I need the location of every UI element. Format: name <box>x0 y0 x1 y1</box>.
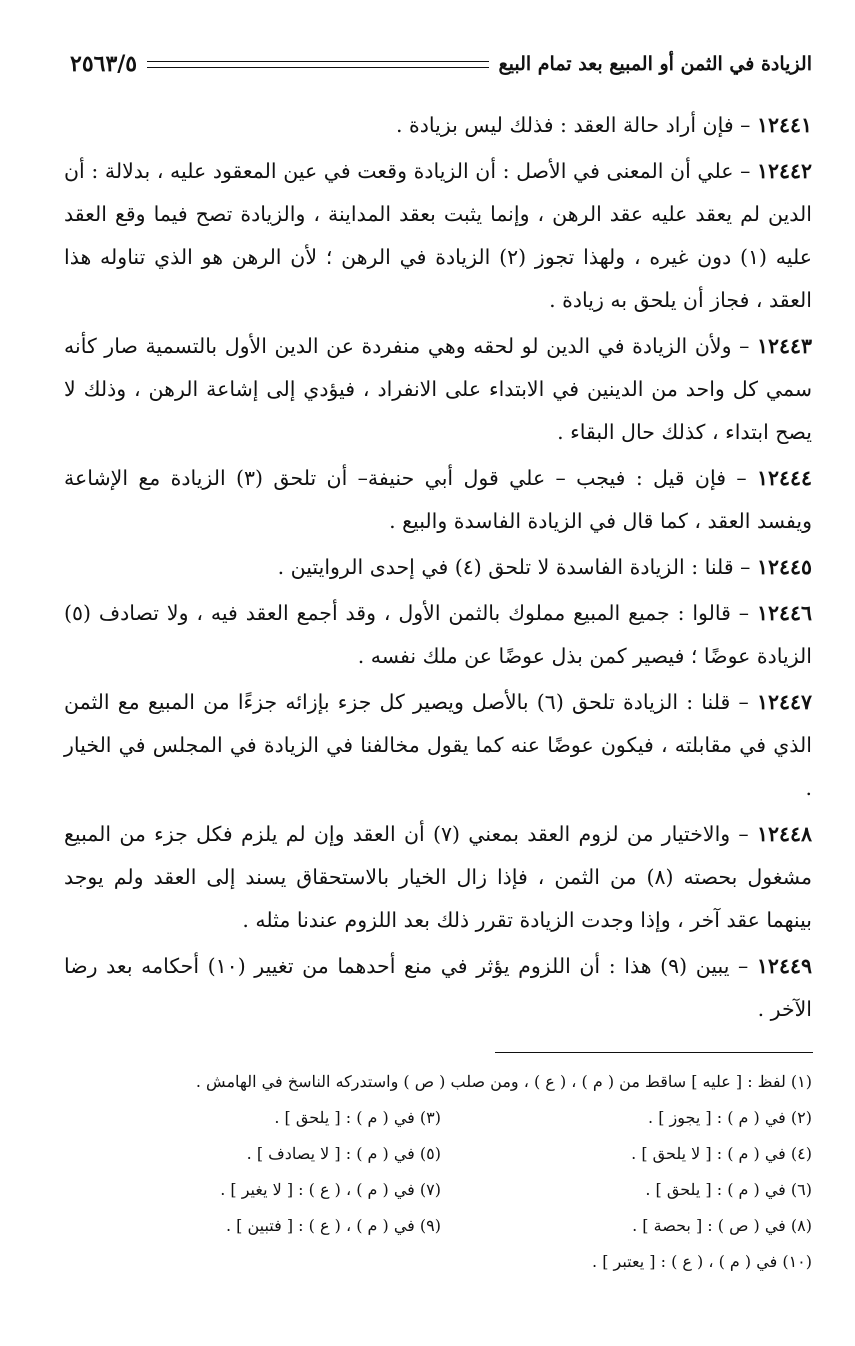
paragraph-text: – علي أن المعنى في الأصل : أن الزيادة وقعت في عين المعقود عليه ، بدلالة : أن الدين لم يعقد عليه عقد الرهن ، وإنما يثبت بعقد المداينة ، والزيادة تصح فيما وقع العقد عليه (١) دون غيره ، ولهذا تجوز (٢) الزيادة في الرهن ؛ لأن الرهن هو الذي تناوله هذا العقد ، فجاز أن يلحق به زيادة . <box>64 159 812 312</box>
footnote-3: (٣) في ( م ) : [ يلحق ] . <box>274 1108 441 1127</box>
footnote-4: (٤) في ( م ) : [ لا يلحق ] . <box>631 1144 812 1163</box>
footnote-7: (٧) في ( م ) ، ( ع ) : [ لا يغير ] . <box>220 1180 441 1199</box>
paragraph-text: – ولأن الزيادة في الدين لو لحقه وهي منفردة عن الدين الأول بالتسمية صار كأنه سمي كل واحد من الدينين في الابتداء على الانفراد ، فيؤدي إلى إشاعة الرهن ، وذلك لا يصح ابتداء ، كذلك حال البقاء . <box>64 334 812 444</box>
paragraph-number: ١٢٤٤٤ <box>756 466 813 490</box>
footnotes <box>70 1064 812 1280</box>
paragraph-text: – قلنا : الزيادة تلحق (٦) بالأصل ويصير كل جزء بإزائه جزءًا من المبيع مع الثمن الذي في مقابلته ، فيكون عوضًا عنه كما يقول مخالفنا في الزيادة في المجلس في الخيار . <box>64 690 812 800</box>
footnote-separator <box>495 1052 813 1053</box>
paragraph-text: – والاختيار من لزوم العقد بمعني (٧) أن العقد وإن لم يلزم فكل جزء من المبيع مشغول بحصته (٨) من الثمن ، فإذا زال الخيار بالاستحقاق يسند إلى العقد ولم يوجد بينهما عقد آخر ، وإذا وجدت الزيادة تقرر ذلك بعد اللزوم عندنا مثله . <box>64 822 812 932</box>
paragraph-number: ١٢٤٤٢ <box>756 159 812 183</box>
paragraph-number: ١٢٤٤٧ <box>756 690 812 714</box>
footnote-6: (٦) في ( م ) : [ يلحق ] . <box>645 1180 812 1199</box>
paragraph-number: ١٢٤٤٥ <box>756 555 812 579</box>
footnote-8: (٨) في ( ص ) : [ بحصة ] . <box>632 1216 812 1235</box>
paragraph-12443 <box>64 325 812 454</box>
running-title: الزيادة في الثمن أو المبيع بعد تمام البيع <box>498 53 812 75</box>
paragraph-text: – فإن قيل : فيجب – علي قول أبي حنيفة– أن تلحق (٣) الزيادة مع الإشاعة ويفسد العقد ، كما قال في الزيادة الفاسدة والبيع . <box>64 466 812 533</box>
paragraph-12447 <box>64 681 812 810</box>
paragraph-12445 <box>64 546 812 589</box>
paragraph-12449 <box>64 945 812 1031</box>
paragraph-text: – فإن أراد حالة العقد : فذلك ليس بزيادة . <box>395 113 757 137</box>
paragraph-number: ١٢٤٤٦ <box>756 601 812 625</box>
footnote-9: (٩) في ( م ) ، ( ع ) : [ فتبين ] . <box>225 1216 441 1235</box>
page-header <box>70 46 812 82</box>
paragraph-text: – يبين (٩) هذا : أن اللزوم يؤثر في منع أحدهما من تغيير (١٠) أحكامه بعد رضا الآخر . <box>64 954 812 1021</box>
paragraph-12441 <box>64 104 812 147</box>
footnote-row <box>70 1208 812 1244</box>
footnote-1: (١) لفظ : [ عليه ] ساقط من ( م ) ، ( ع ) ، ومن صلب ( ص ) واستدركه الناسخ في الهامش . <box>195 1072 812 1091</box>
paragraph-number: ١٢٤٤٩ <box>756 954 812 978</box>
footnote-row <box>70 1172 812 1208</box>
paragraph-text: – قلنا : الزيادة الفاسدة لا تلحق (٤) في إحدى الروايتين . <box>277 555 757 579</box>
header-rule <box>147 61 488 68</box>
footnote-5: (٥) في ( م ) : [ لا يصادف ] . <box>246 1144 441 1163</box>
paragraph-number: ١٢٤٤٨ <box>756 822 812 846</box>
footnote-2: (٢) في ( م ) : [ يجوز ] . <box>648 1108 812 1127</box>
paragraph-number: ١٢٤٤١ <box>756 113 812 137</box>
paragraph-12446 <box>64 592 812 678</box>
paragraph-text: – قالوا : جميع المبيع مملوك بالثمن الأول ، وقد أجمع العقد فيه ، ولا تصادف (٥) الزيادة عوضًا ؛ فيصير كمن بذل عوضًا عن ملك نفسه . <box>64 601 812 668</box>
paragraph-12444 <box>64 457 812 543</box>
paragraph-12448 <box>64 813 812 942</box>
page-number: ٢٥٦٣/٥ <box>70 51 138 77</box>
footnote-10: (١٠) في ( م ) ، ( ع ) : [ يعتبر ] . <box>592 1252 812 1271</box>
main-text <box>64 104 812 1034</box>
paragraph-number: ١٢٤٤٣ <box>756 334 812 358</box>
paragraph-12442 <box>64 150 812 322</box>
footnote-row <box>70 1136 812 1172</box>
footnote-row <box>70 1100 812 1136</box>
